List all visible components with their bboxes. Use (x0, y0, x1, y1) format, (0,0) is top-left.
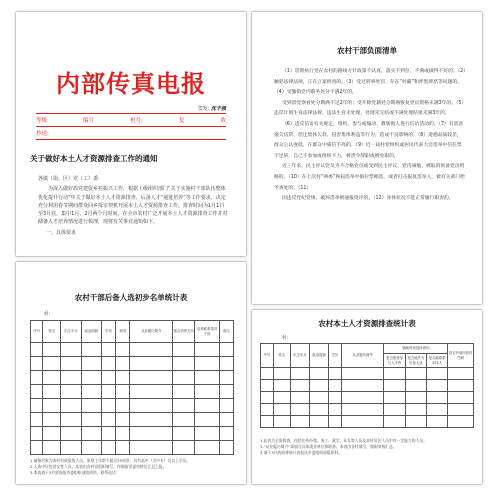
column-header: 备注 (219, 321, 233, 343)
table-row (31, 385, 234, 399)
column-header: 序号 (261, 344, 274, 368)
column-header: 从业履历简介 (341, 344, 384, 368)
level-label: 等级 (36, 118, 48, 124)
column-header: 重点培养方向 (173, 321, 195, 343)
negative-list-title: 农村干部负面清单 (337, 46, 397, 55)
table-row (31, 413, 234, 427)
notice-section-heading: 一、具体要求 (46, 229, 77, 236)
reserve-candidates-page (16, 262, 246, 484)
table-header-row (31, 321, 234, 343)
negative-list-item: （6）违反信访有关规定，组织、参与或煽动、教唆他人进行信访活动的。（7）有恶意拖欠信贷、偿还集体欠款、侵害集体利益等行为，造成不良影响的。（8）道德品质较差，群众公认度低，在群众中威信不高的。（9）近一届村党组织或居民代表大会选举中信任票不足的，自己不参加或组织不力，被责令辞职或被免职的， (274, 121, 464, 159)
table-row (31, 399, 234, 413)
negative-list-item: （1）贯彻执行党在农村的路线方针政策不认真，落实不到位、不满或做得不好的。（2）触犯法律法规，正在立案侦查的。（3）受过刑事处罚、存在“村霸”和涉黑涉恶等问题的。（4）受撤销党内职务处分不满2年的， (274, 69, 466, 96)
column-header: 从业履历简介 (130, 321, 173, 343)
red-rule-bottom (36, 139, 226, 140)
reserve-candidates-table (30, 320, 234, 455)
negative-list-page (252, 12, 482, 304)
fax-notice-page (16, 12, 246, 256)
table-row (31, 371, 234, 385)
header-row-cc (36, 129, 226, 137)
reserve-table-notes (30, 458, 236, 476)
machine-label: 机号: (130, 118, 143, 124)
number-label: 编号 (83, 118, 95, 124)
review-label: 复 (178, 118, 185, 124)
column-header: 学历 (329, 344, 342, 368)
column-subheader: 是否能联系到本人 (427, 354, 448, 368)
table-header-row (261, 344, 474, 354)
table-row (31, 427, 234, 441)
column-header: 姓名 (43, 321, 61, 343)
table-note: 1.储备对象为本村有威望的人员，原则上年龄不超过35周岁，具有高中（含中专）及以上学历。 (30, 458, 191, 463)
table-row (261, 416, 474, 428)
village-label: 村: (282, 336, 289, 341)
fax-header-title: 内部传真电报 (56, 69, 206, 98)
signature-prefix: 签发: (197, 106, 210, 112)
column-header: 辅助时间选择意向 (384, 344, 448, 354)
table-row (261, 380, 474, 392)
column-header: 职务 (116, 321, 130, 343)
table-row (31, 343, 234, 357)
notice-body (38, 175, 228, 237)
column-header: 序号 (31, 321, 43, 343)
talent-table-notes (260, 438, 474, 456)
column-header: 出生年月 (290, 344, 309, 368)
table-row (261, 368, 474, 380)
column-subheader: 是否愿意参与人才库 (384, 354, 405, 368)
column-header: 政治面貌 (309, 344, 328, 368)
negative-list-body (274, 67, 466, 205)
negative-list-item: 因违反党纪党规、破坏选举被通报批评的。（12）身体状况不能正常履行职责的。 (282, 196, 454, 202)
table-note: 1.此表为全面排查，包括在外经商、务工、就学、从军等人员及本村居住人员中有一定能力的人员。 (260, 438, 427, 443)
village-label: 村: (44, 312, 51, 317)
table-note: 3.请于3月底前将统计表报送市委组织部组织科。 (260, 450, 342, 455)
notice-addressee: 各镇（街、区）党（工）委: (38, 176, 100, 182)
header-row-level (36, 116, 226, 124)
table-note: 2.“从业履历简介”需填写具体就业单位和职务。本表由各村填写，镇街审核汇总。 (260, 444, 397, 449)
notice-paragraph: 为深入做好抓党建促乡村振兴工作，根据上级组织部门“关于实施村干部队伍整体优化提升行动”中关于做好本土人才资源排查、后备人才“递进培养”等工作要求，决定充分利用春节期间群众回乡探亲契机开展本土人才资源排查工作。排查时间为1月1日至3月底，集中1月、2月两个月时间，在全市农村广泛开展本土人才资源排查工作并对储备人才培养情况进行梳理，现将有关事宜通知如下。 (38, 186, 228, 226)
column-subheader: 是否能作为后备人选 (405, 354, 426, 368)
negative-list-item: 受到留党察看处分期满不足2年的；受开除党籍处分期满恢复党员资格未满3年的。（5）违反计划生育法律法规，违法生育未处理、处理未完结或不满处理结果未满3年的。 (274, 100, 464, 117)
talent-survey-page (252, 310, 482, 484)
column-header: 政治面貌 (81, 321, 101, 343)
talent-survey-table (260, 343, 474, 428)
table-row (261, 404, 474, 416)
column-header: 姓名 (273, 344, 290, 368)
cc-label: 抄送: (36, 131, 49, 137)
column-header: 是否有意向回村任职 (448, 344, 474, 368)
signature-line (198, 105, 226, 112)
negative-list-item: 近三年来，民主评议党员为不合格党员或受到民主评议、党内诫勉、被取消预备党员资格的。（10）在上次村“两委”换届选举中搞拉票贿选，或者打击报复选举人，被有关部门给予查处的。（11） (274, 164, 465, 191)
red-rule-mid (36, 126, 226, 127)
red-rule-top (36, 113, 226, 114)
table-note: 2.人选中应包括女性人员，本表由各村党组织填写，经镇街党委审核后汇总上报。 (30, 464, 167, 469)
reserve-table-title: 农村干部后备人选初步名单统计表 (74, 293, 188, 302)
table-note: 3.本表请于3月底前报市委组织部组织科，联系电话： (30, 470, 120, 475)
column-header: 学历 (102, 321, 116, 343)
talent-table-title: 农村本土人才资源排查统计表 (318, 319, 416, 328)
table-row (31, 357, 234, 371)
column-header: 出生年月 (61, 321, 81, 343)
table-row (31, 441, 234, 455)
column-header: 培养联系领导干部 (195, 321, 219, 343)
table-row (261, 392, 474, 404)
signature-name: 沈丰强 (210, 106, 226, 112)
receive-label: 收 (220, 118, 226, 124)
notice-title: 关于做好本土人才资源排查工作的通知 (30, 154, 158, 163)
